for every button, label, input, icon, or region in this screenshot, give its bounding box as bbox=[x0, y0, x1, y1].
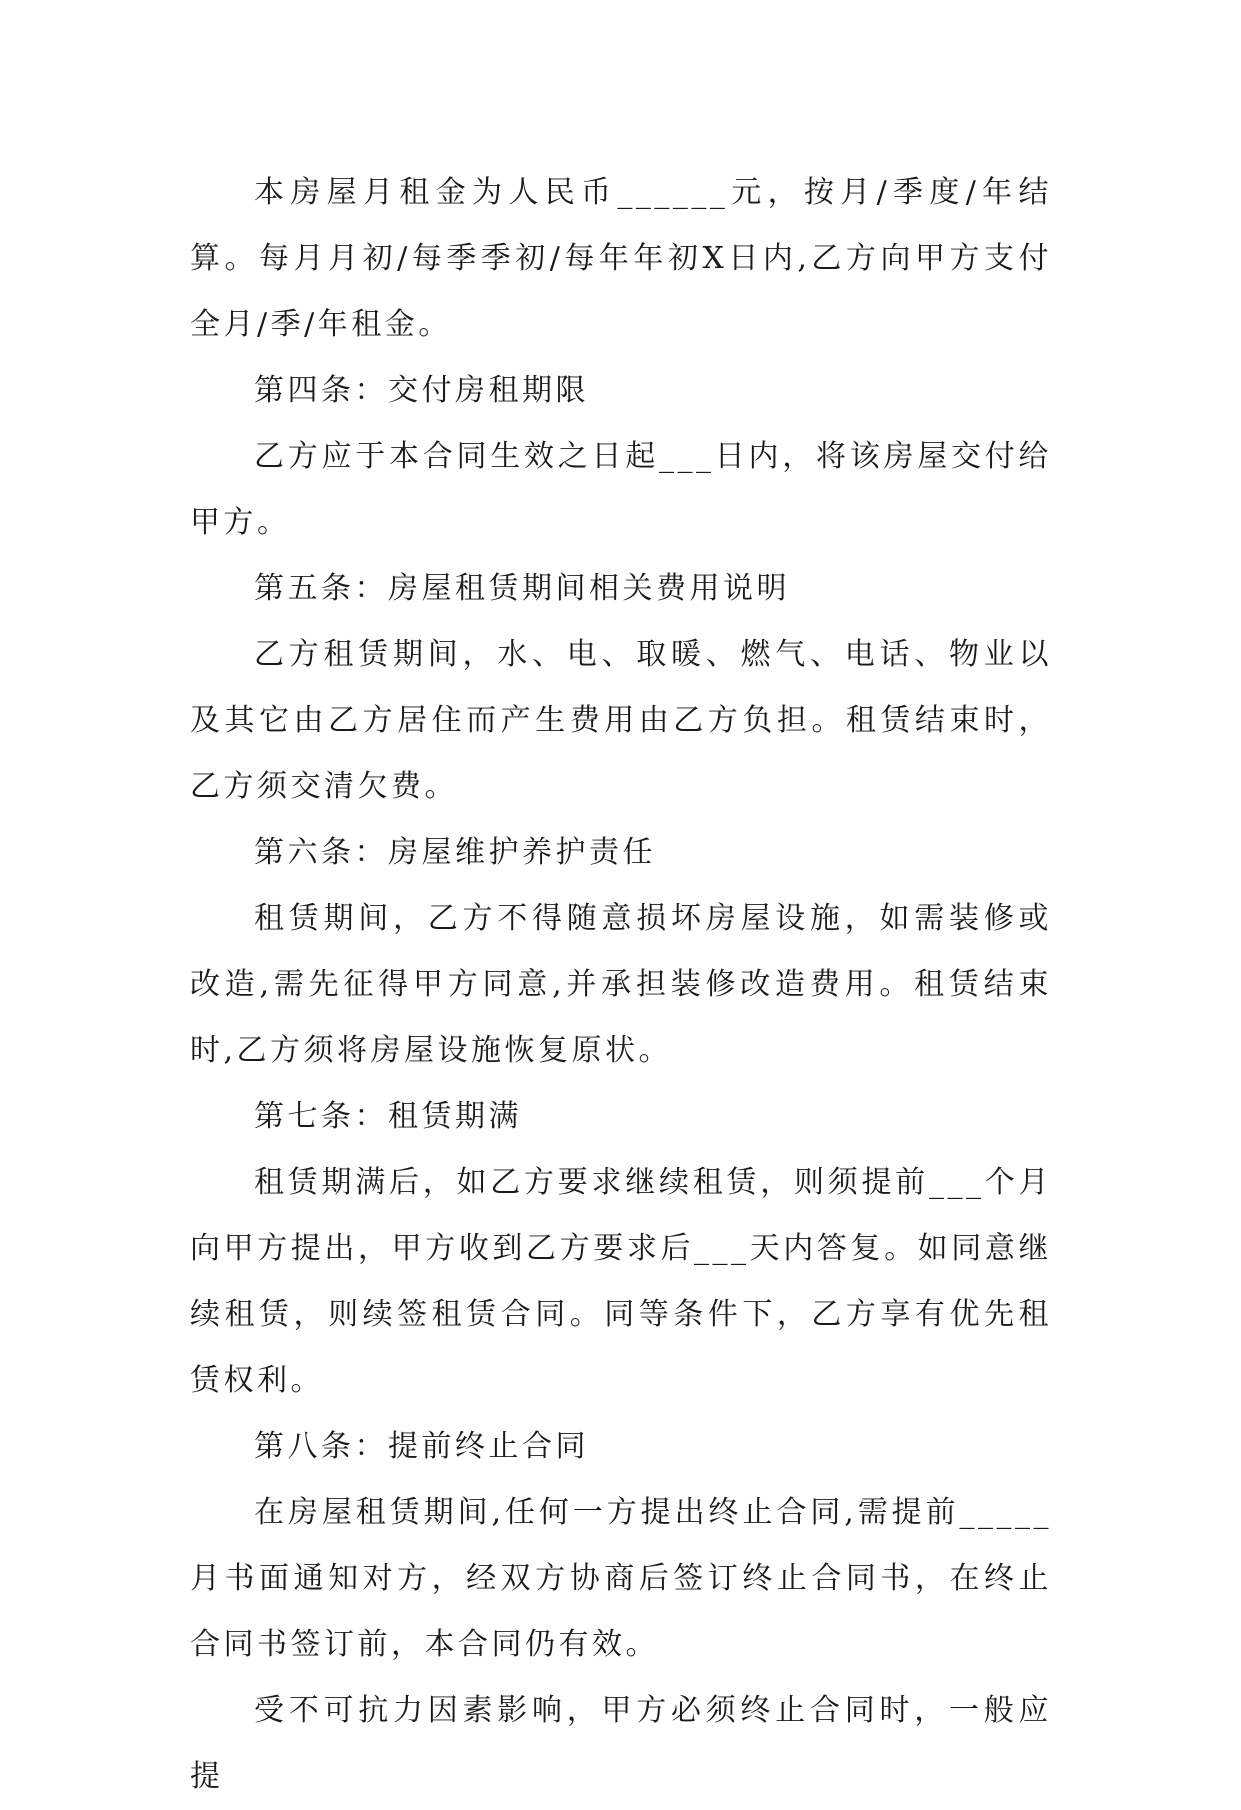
paragraph-fees: 乙方租赁期间，水、电、取暖、燃气、电话、物业以及其它由乙方居住而产生费用由乙方负担。租赁结束时，乙方须交清欠费。 bbox=[190, 637, 1052, 804]
document-body bbox=[190, 160, 1052, 1810]
paragraph-delivery: 乙方应于本合同生效之日起___日内，将该房屋交付给甲方。 bbox=[190, 439, 1052, 540]
paragraph-rent-amount: 本房屋月租金为人民币______元，按月/季度/年结算。每月月初/每季季初/每年年初X日内,乙方向甲方支付全月/季/年租金。 bbox=[190, 175, 1052, 342]
heading-article-4: 第四条：交付房租期限 bbox=[254, 373, 589, 408]
paragraph-early-termination: 在房屋租赁期间,任何一方提出终止合同,需提前_____月书面通知对方，经双方协商后签订终止合同书，在终止合同书签订前，本合同仍有效。 bbox=[190, 1495, 1052, 1662]
heading-article-5: 第五条：房屋租赁期间相关费用说明 bbox=[254, 571, 790, 606]
heading-article-6: 第六条：房屋维护养护责任 bbox=[254, 835, 656, 870]
heading-article-8: 第八条：提前终止合同 bbox=[254, 1429, 589, 1464]
paragraph-maintenance: 租赁期间，乙方不得随意损坏房屋设施，如需装修或改造,需先征得甲方同意,并承担装修改造费用。租赁结束时,乙方须将房屋设施恢复原状。 bbox=[190, 901, 1052, 1068]
paragraph-lease-expiry: 租赁期满后，如乙方要求继续租赁，则须提前___个月向甲方提出，甲方收到乙方要求后___天内答复。如同意继续租赁，则续签租赁合同。同等条件下，乙方享有优先租赁权利。 bbox=[190, 1165, 1052, 1398]
paragraph-force-majeure: 受不可抗力因素影响，甲方必须终止合同时，一般应提 bbox=[190, 1693, 1052, 1794]
heading-article-7: 第七条：租赁期满 bbox=[254, 1099, 522, 1134]
